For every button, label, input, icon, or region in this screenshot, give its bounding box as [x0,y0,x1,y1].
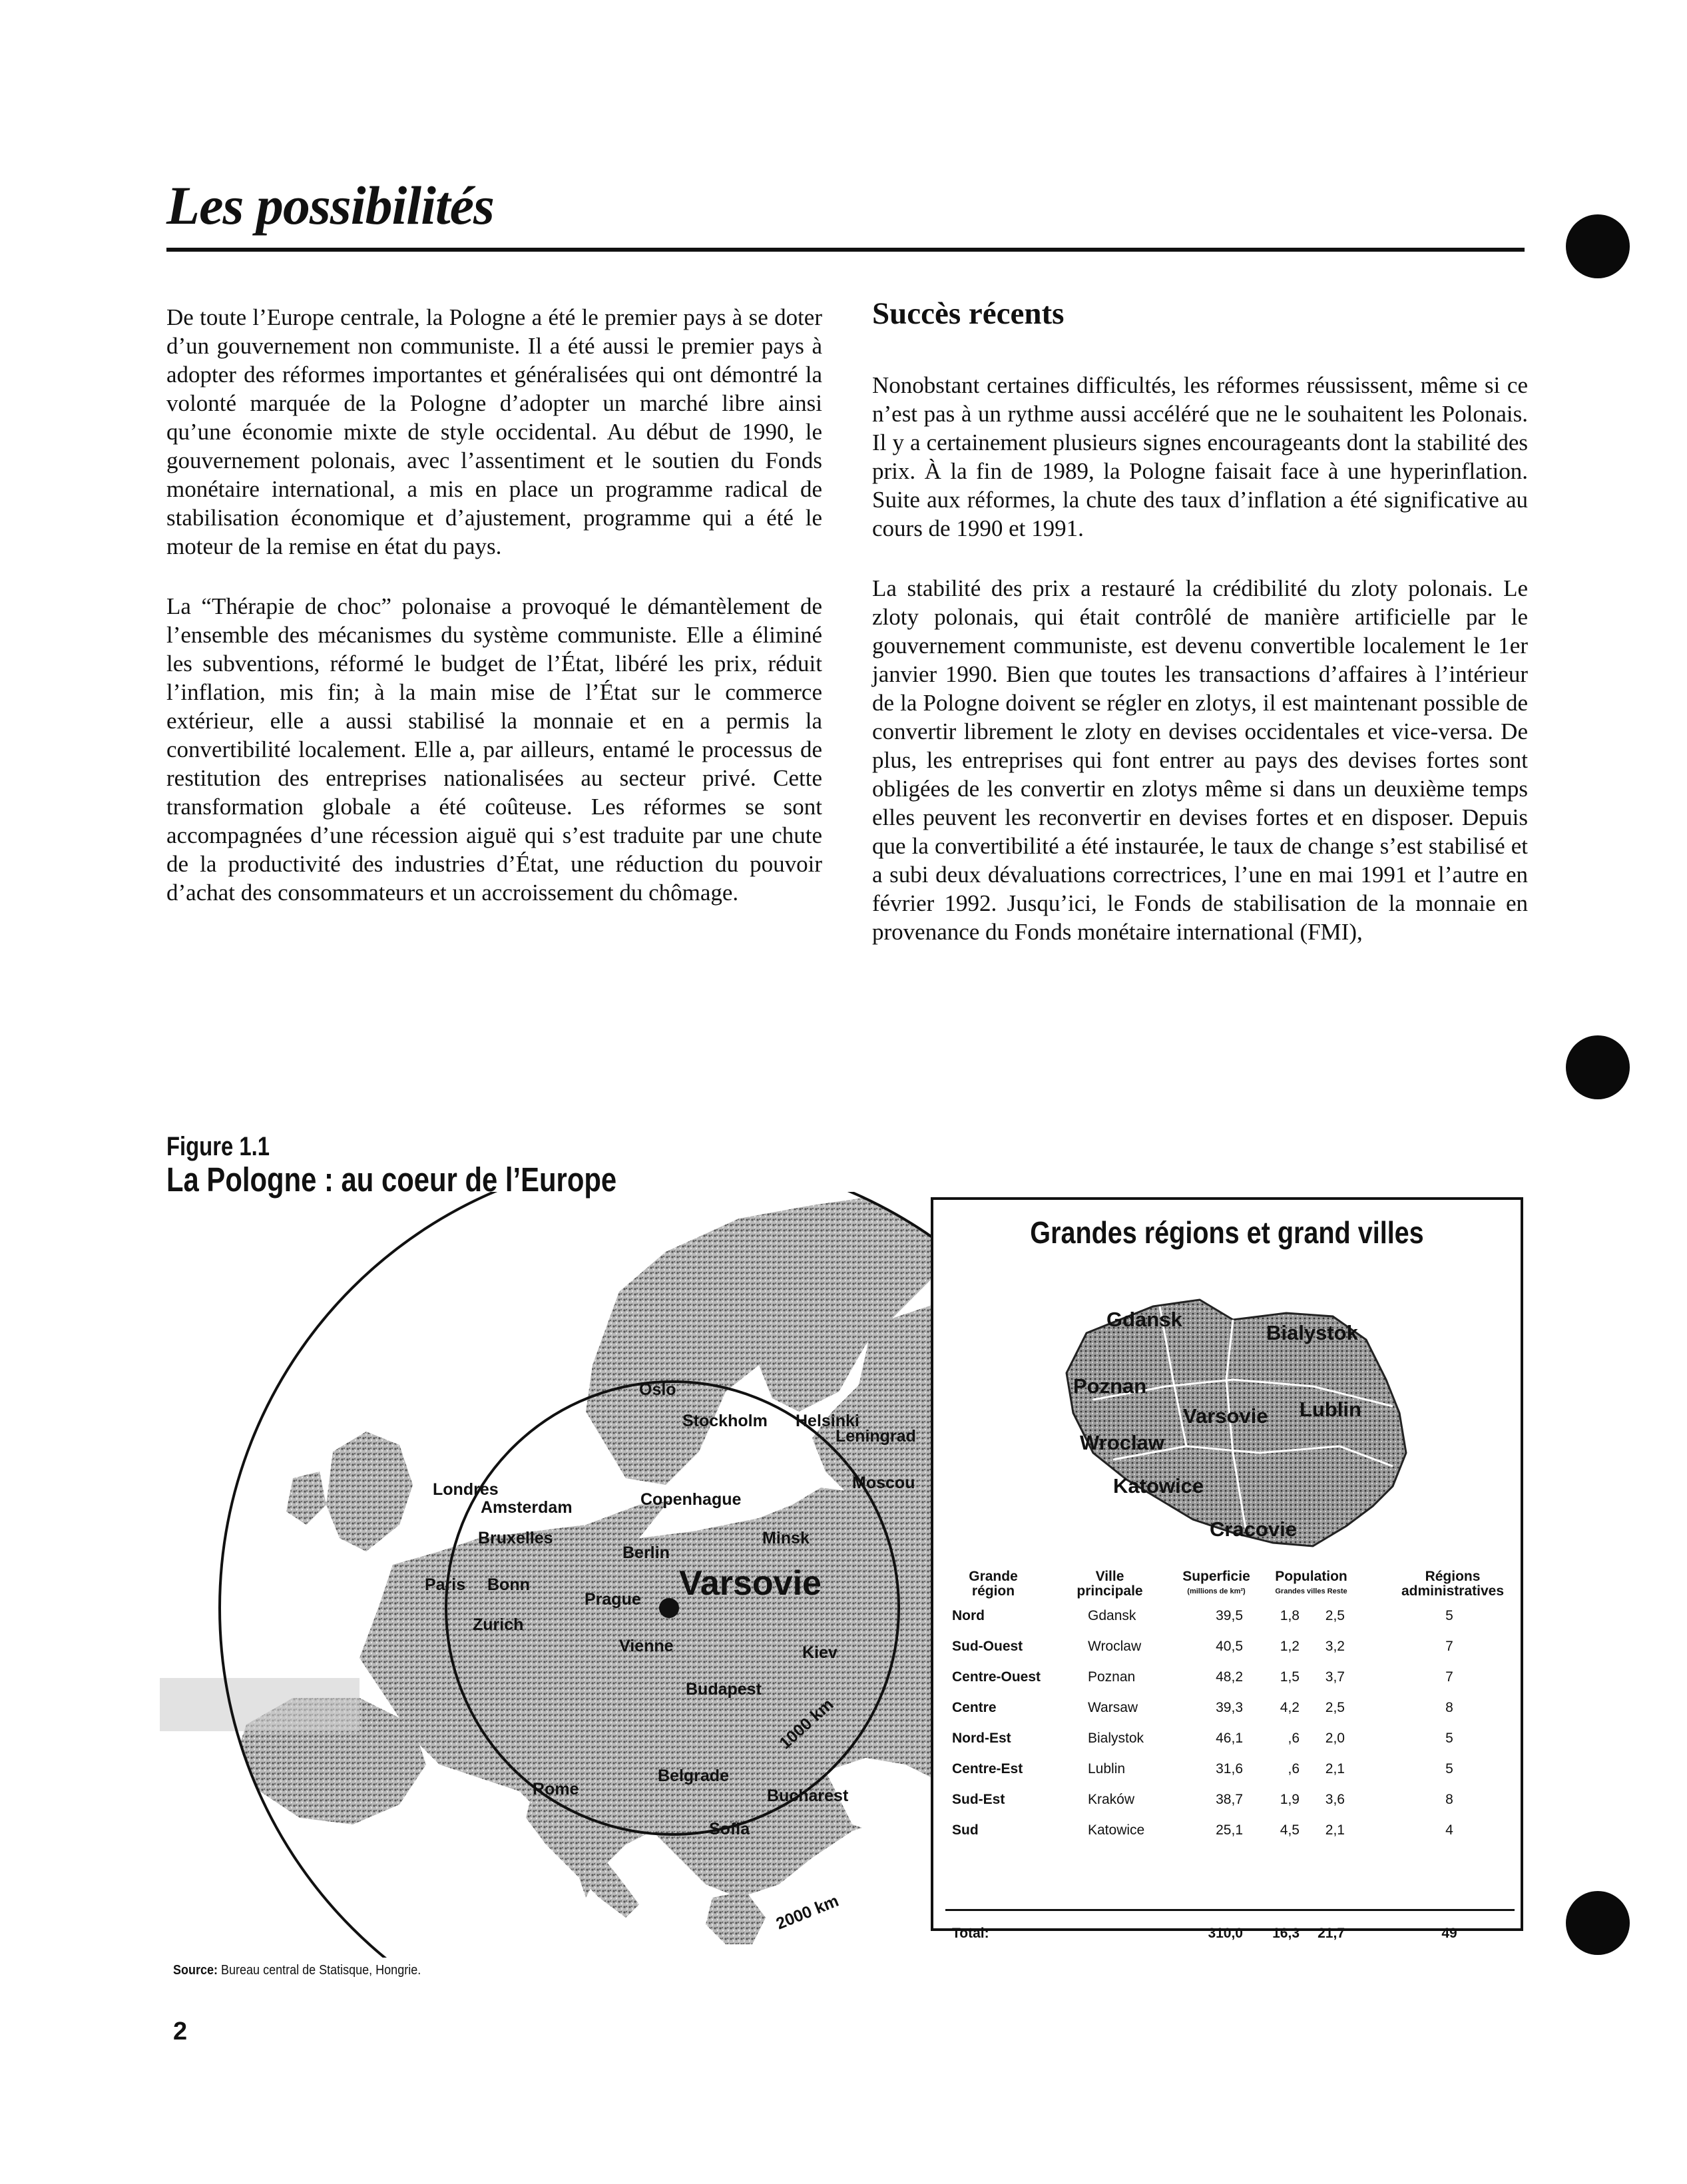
city-label: Sofia [709,1820,750,1838]
paragraph: Nonobstant certaines difficultés, les réformes réussissent, même si ce n’est pas à un rythme aussi accéléré que ne le souhaitent les Polonais. Il y a certainement plusieurs signes encourageants dont la stabilité des prix. À la fin de 1989, la Pologne faisait face à une hyperinflation. Suite aux réformes, la chute des taux d’inflation a été significative au cours de 1990 et 1991. [872,372,1528,541]
table-total-row: Total: 310,0 16,3 21,7 49 [952,1926,1457,1941]
city-label: Cracovie [1210,1517,1297,1541]
header-area: Superficie (millions de km²) [1182,1569,1250,1595]
table-row: Nord Gdansk 39,5 1,8 2,5 5 [952,1608,1453,1623]
punch-hole [1566,1891,1630,1955]
figure-source: Source: Bureau central de Statisque, Hongrie. [173,1963,421,1978]
table-row: Centre-Ouest Poznan 48,2 1,5 3,7 7 [952,1669,1453,1685]
figure-label: Figure 1.1 [166,1132,270,1161]
city-label: Poznan [1073,1374,1147,1398]
city-label: Berlin [622,1543,670,1562]
city-label: Katowice [1113,1474,1204,1498]
warsaw-marker [659,1598,679,1618]
city-label: Zurich [473,1615,524,1634]
header-admin: Régions administratives [1401,1569,1505,1599]
header-city: Ville principale [1077,1569,1143,1599]
city-label: Belgrade [658,1767,729,1785]
city-label: Lublin [1300,1398,1361,1421]
table-row: Centre-Est Lublin 31,6 ,6 2,1 5 [952,1761,1453,1776]
city-label-warsaw: Varsovie [679,1564,822,1603]
europe-map [160,1192,932,1958]
table-row: Sud Katowice 25,1 4,5 2,1 4 [952,1822,1453,1838]
page-number: 2 [173,2018,188,2046]
city-label: Londres [433,1480,499,1499]
map-shading [160,1678,360,1731]
table-row: Nord-Est Bialystok 46,1 ,6 2,0 5 [952,1731,1453,1746]
table-row: Sud-Ouest Wroclaw 40,5 1,2 3,2 7 [952,1639,1453,1654]
city-label: Amsterdam [481,1498,573,1517]
city-label: Minsk [762,1529,810,1547]
paragraph: La stabilité des prix a restauré la crédibilité du zloty polonais. Le zloty polonais, qui était contrôlé de manière artificielle par le gouvernement communiste, est devenu convertible localement le 1er janvier 1990. Bien que toutes les transactions d’affaires à l’intérieur de la Pologne doivent se régler en zlotys, il est maintenant possible de convertir librement le zloty en devises occidentales et vice-versa. De plus, les entreprises qui font entrer au pays des devises fortes sont obligées de les convertir en zlotys même si dans un deuxième temps elles peuvent les reconvertir en devises fortes et en disposer. Depuis que la convertibilité a été instaurée, le taux de change s’est stabilisé et a subi deux dévaluations correctrices, l’une en mai 1991 et l’autre en février 1992. Jusqu’ici, le Fonds de stabilisation de la monnaie en provenance du Fonds monétaire international (FMI), [872,575,1528,945]
city-label: Leningrad [836,1427,916,1446]
city-label: Gdansk [1106,1308,1182,1331]
city-label: Moscou [852,1474,915,1492]
regions-box [931,1197,1523,1941]
city-label: Prague [585,1590,641,1609]
city-label: Rome [533,1780,579,1798]
left-column [166,303,822,938]
city-label: Kiev [802,1643,838,1662]
table-row: Sud-Est Kraków 38,7 1,9 3,6 8 [952,1792,1453,1807]
poland-map [1033,1280,1433,1559]
city-label: Paris [425,1575,466,1594]
total-rule [945,1909,1515,1911]
box-title: Grandes régions et grand villes [1030,1215,1424,1250]
title-rule [166,248,1525,252]
city-label: Bucharest [767,1786,849,1805]
punch-hole [1566,1035,1630,1099]
city-label: Stockholm [682,1412,768,1430]
city-label: Bialystok [1266,1321,1358,1344]
punch-hole [1566,214,1630,278]
city-label: Bonn [487,1575,530,1594]
figure-title: La Pologne : au coeur de l’Europe [166,1161,617,1199]
section-heading: Succès récents [872,296,1065,331]
table-row: Centre Warsaw 39,3 4,2 2,5 8 [952,1700,1453,1715]
city-label: Vienne [619,1637,674,1655]
city-label: Wroclaw [1080,1431,1164,1454]
city-label: Budapest [686,1680,762,1699]
city-label: Copenhague [640,1490,742,1509]
scale-label-1000km: 1000 km [776,1695,838,1753]
city-label: Helsinki [796,1412,859,1430]
paragraph: La “Thérapie de choc” polonaise a provoqué le démantèlement de l’ensemble des mécanismes du système communiste. Elle a éliminé les subventions, réformé le budget de l’État, libéré les prix, réduit l’inflation, mis fin; à la main mise de l’État sur le commerce extérieur, elle a aussi stabilisé la monnaie et en a permis la convertibilité localement. Elle a, par ailleurs, entamé le processus de restitution des entreprises nationalisées au secteur privé. Cette transformation globale a été coûteuse. Les réformes se sont accompagnées d’une récession aiguë qui s’est traduite par une chute de la productivité des industries d’État, une réduction du pouvoir d’achat des consommateurs et un accroissement du chômage. [166,593,822,906]
paragraph: De toute l’Europe centrale, la Pologne a été le premier pays à se doter d’un gouvernement non communiste. Il a été aussi le premier pays à adopter des réformes importantes et généralisées qui ont démontré la volonté marquée de la Pologne d’adopter un marché libre ainsi qu’une économie mixte de style occidental. Au début de 1990, le gouvernement polonais, avec l’assentiment et le soutien du Fonds monétaire international, a mis en place un programme radical de stabilisation économique et d’ajustement, programme qui a été le moteur de la remise en état du pays. [166,304,822,559]
city-label: Oslo [639,1380,676,1399]
header-population: Population Grandes villes Reste [1275,1569,1347,1595]
city-label: Varsovie [1183,1404,1268,1428]
header-region: Grande région [969,1569,1018,1599]
city-label: Bruxelles [478,1529,553,1547]
chapter-title: Les possibilités [166,175,494,236]
scale-label-2000km: 2000 km [773,1891,842,1934]
right-column [872,296,1528,977]
